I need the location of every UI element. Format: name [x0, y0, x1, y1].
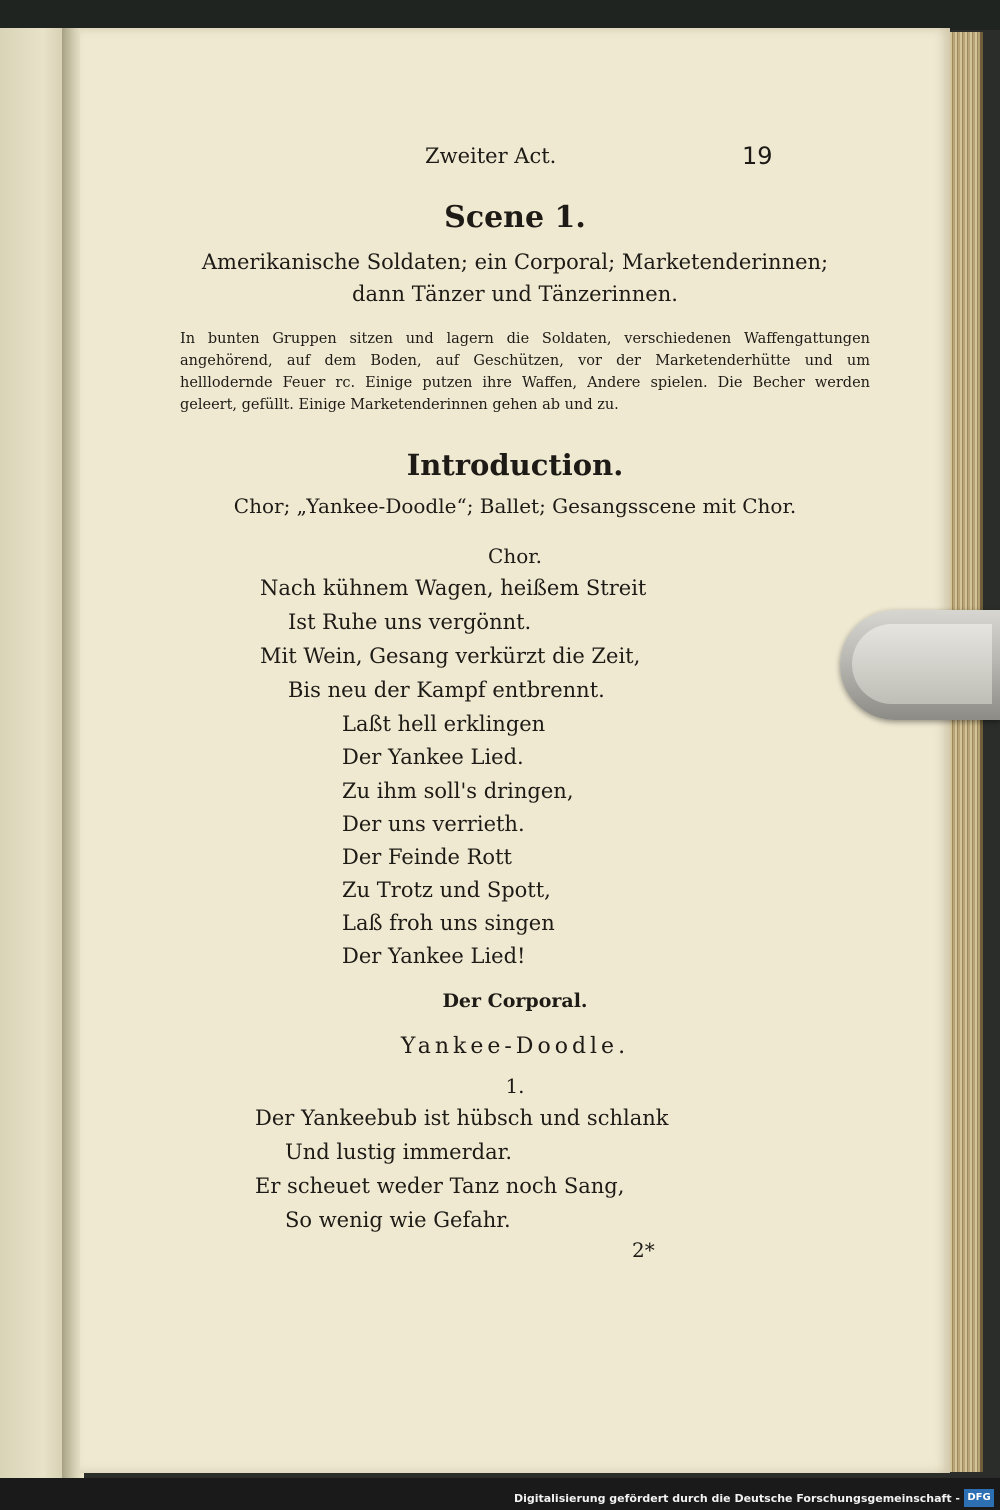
scene-title: Scene 1. — [444, 200, 586, 235]
chorus-line: Der Yankee Lied. — [342, 745, 524, 769]
chorus-line: Laßt hell erklingen — [342, 712, 546, 736]
chorus-line: Zu Trotz und Spott, — [342, 878, 551, 902]
introduction-subtitle: Chor; „Yankee-Doodle“; Ballet; Gesangsscene mit Chor. — [233, 494, 797, 518]
page-clip-highlight — [852, 624, 992, 704]
chorus-line: Der Yankee Lied! — [342, 944, 526, 968]
book-page — [80, 28, 950, 1473]
stanza-number: 1. — [505, 1074, 525, 1098]
song-line: Und lustig immerdar. — [285, 1140, 513, 1164]
speaker-label: Der Corporal. — [442, 990, 588, 1012]
dfg-logo: DFG — [964, 1489, 994, 1507]
stage-direction: In bunten Gruppen sitzen und lagern die Soldaten, verschiedenen Waffengattungen angehörend, auf dem Boden, auf Geschützen, vor der Marketenderhütte und um helllodernde Feuer rc. Einige putzen ihre Waffen, Andere spielen. Die Becher werden geleert, gefüllt. Einige Marketenderinnen gehen ab und zu. — [180, 331, 870, 413]
cast-line-2: dann Tänzer und Tänzerinnen. — [352, 282, 678, 306]
song-line: So wenig wie Gefahr. — [285, 1208, 511, 1232]
chorus-line: Nach kühnem Wagen, heißem Streit — [260, 576, 647, 600]
page-edges — [948, 32, 983, 1472]
chorus-line: Laß froh uns singen — [342, 911, 555, 935]
chorus-line: Mit Wein, Gesang verkürzt die Zeit, — [260, 644, 641, 668]
chorus-line: Ist Ruhe uns vergönnt. — [288, 610, 532, 634]
chorus-label: Chor. — [488, 544, 542, 568]
page-clip — [840, 610, 1000, 720]
digitization-credit: Digitalisierung gefördert durch die Deutsche Forschungsgemeinschaft - — [513, 1492, 960, 1505]
song-title: Yankee-Doodle. — [400, 1034, 630, 1059]
introduction-title: Introduction. — [406, 448, 624, 482]
signature-mark: 2* — [632, 1238, 655, 1262]
chorus-line: Der Feinde Rott — [342, 845, 512, 869]
page-number: 19 — [742, 142, 773, 170]
chorus-line: Bis neu der Kampf entbrennt. — [288, 678, 605, 702]
cast-line-1: Amerikanische Soldaten; ein Corporal; Marketenderinnen; — [201, 250, 829, 274]
song-line: Der Yankeebub ist hübsch und schlank — [255, 1106, 669, 1130]
scan-top-border — [0, 0, 1000, 30]
song-line: Er scheuet weder Tanz noch Sang, — [255, 1174, 625, 1198]
chorus-line: Der uns verrieth. — [342, 812, 525, 836]
running-title: Zweiter Act. — [425, 144, 557, 168]
chorus-line: Zu ihm soll's dringen, — [342, 779, 574, 803]
